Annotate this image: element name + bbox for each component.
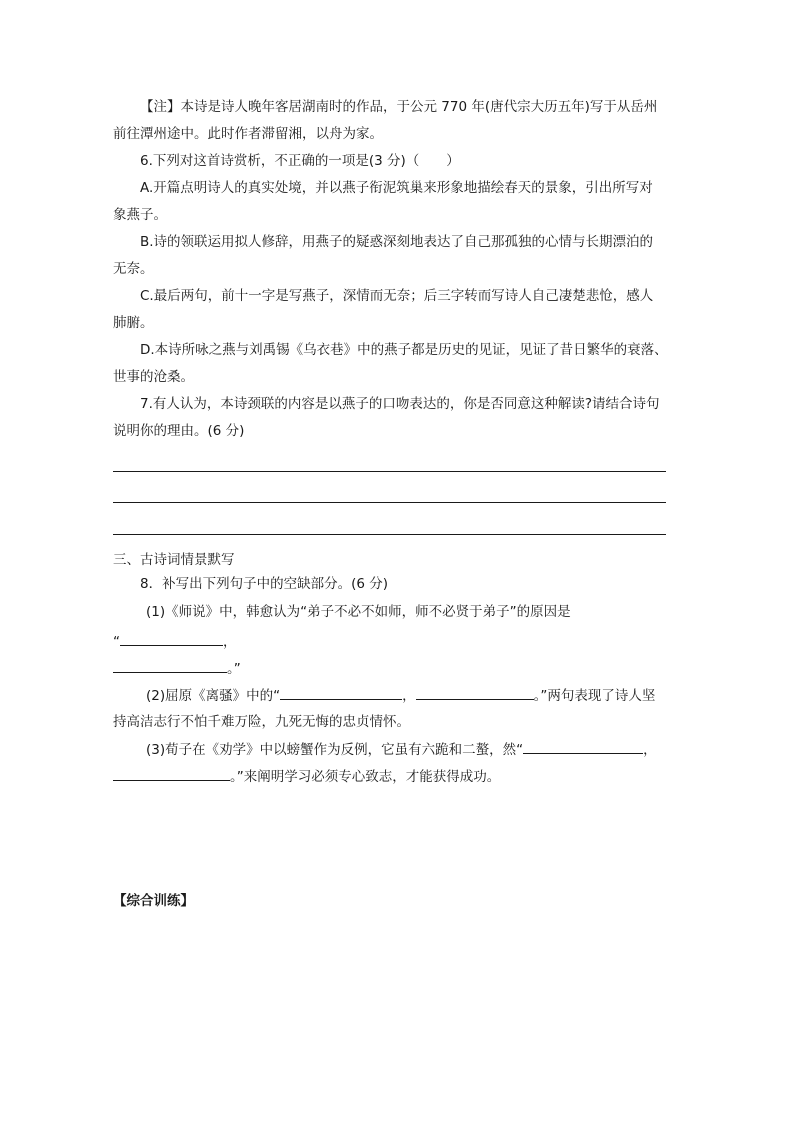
option-c-line-2: 肺腑。 — [113, 315, 154, 331]
item-2-blank-1[interactable] — [280, 685, 402, 700]
item-1-line-3 — [113, 658, 683, 679]
note-bracket: 【注】 — [140, 99, 181, 115]
option-b-line-1: B.诗的领联运用拟人修辞，用燕子的疑惑深刻地表达了自己那孤独的心情与长期漂泊的 — [140, 234, 654, 250]
item-1-line-1: (1)《师说》中，韩愈认为“弟子不必不如师，师不必贤于弟子”的原因是 — [146, 604, 571, 620]
option-a-line-1: A.开篇点明诗人的真实处境，并以燕子衔泥筑巢来形象地描绘春天的景象，引出所写对 — [140, 180, 653, 196]
item-2-blank-2[interactable] — [416, 685, 534, 700]
section-3-heading: 三、古诗词情景默写 — [113, 552, 235, 568]
item-3-prefix: (3)荀子在《劝学》中以螃蟹作为反例，它虽有六跪和二螯，然“ — [146, 742, 524, 758]
option-b-line-2: 无奈。 — [113, 261, 154, 277]
item-2-suffix: 。”两句表现了诗人坚 — [533, 688, 656, 704]
item-1-line-2 — [113, 631, 683, 652]
item-3-blank-1[interactable] — [523, 739, 643, 754]
item-3-line-1 — [113, 739, 716, 760]
option-c-line-1: C.最后两句，前十一字是写燕子，深情而无奈；后三字转而写诗人自己凄楚悲怆，感人 — [140, 288, 654, 304]
question-7-stem-2: 说明你的理由。(6 分) — [113, 423, 245, 439]
option-d-line-2: 世事的沧桑。 — [113, 369, 194, 385]
option-a-line-2: 象燕子。 — [113, 207, 167, 223]
question-8-stem: 8．补写出下列句子中的空缺部分。(6 分) — [140, 576, 389, 592]
item-3-suffix: 。”来阐明学习必须专心致志，才能获得成功。 — [230, 769, 501, 785]
item-1-close: 。” — [227, 661, 241, 677]
item-3-blank-2[interactable] — [113, 766, 230, 781]
answer-line-1[interactable] — [113, 471, 666, 472]
comprehensive-training-heading: 【综合训练】 — [113, 893, 194, 909]
question-6-stem: 6.下列对这首诗赏析，不正确的一项是(3 分)（ ） — [140, 153, 460, 169]
question-7-stem-1: 7.有人认为，本诗颈联的内容是以燕子的口吻表达的，你是否同意这种解读?请结合诗句 — [140, 396, 660, 412]
item-2-prefix: (2)屈原《离骚》中的“ — [146, 688, 281, 704]
item-1-blank-1[interactable] — [120, 631, 223, 646]
item-2-comma: ， — [402, 688, 416, 704]
item-1-comma: ， — [223, 634, 237, 650]
option-d-line-1: D.本诗所咏之燕与刘禹锡《乌衣巷》中的燕子都是历史的见证，见证了昔日繁华的衰落、 — [140, 342, 668, 358]
answer-line-2[interactable] — [113, 502, 666, 503]
note-line-2: 前往潭州途中。此时作者滞留湘，以舟为家。 — [113, 126, 383, 142]
answer-line-3[interactable] — [113, 534, 666, 535]
item-1-blank-2[interactable] — [113, 658, 227, 673]
note-line-1 — [113, 97, 710, 117]
item-1-open-quote: “ — [113, 634, 120, 650]
item-2-line-2: 持高洁志行不怕千难万险，九死无悔的忠贞情怀。 — [113, 714, 410, 730]
note-text: 本诗是诗人晚年客居湖南时的作品，于公元 770 年(唐代宗大历五年)写于从岳州 — [180, 99, 658, 115]
item-3-comma: ， — [643, 742, 657, 758]
item-2-line-1 — [113, 685, 716, 706]
item-3-line-2 — [113, 766, 683, 787]
